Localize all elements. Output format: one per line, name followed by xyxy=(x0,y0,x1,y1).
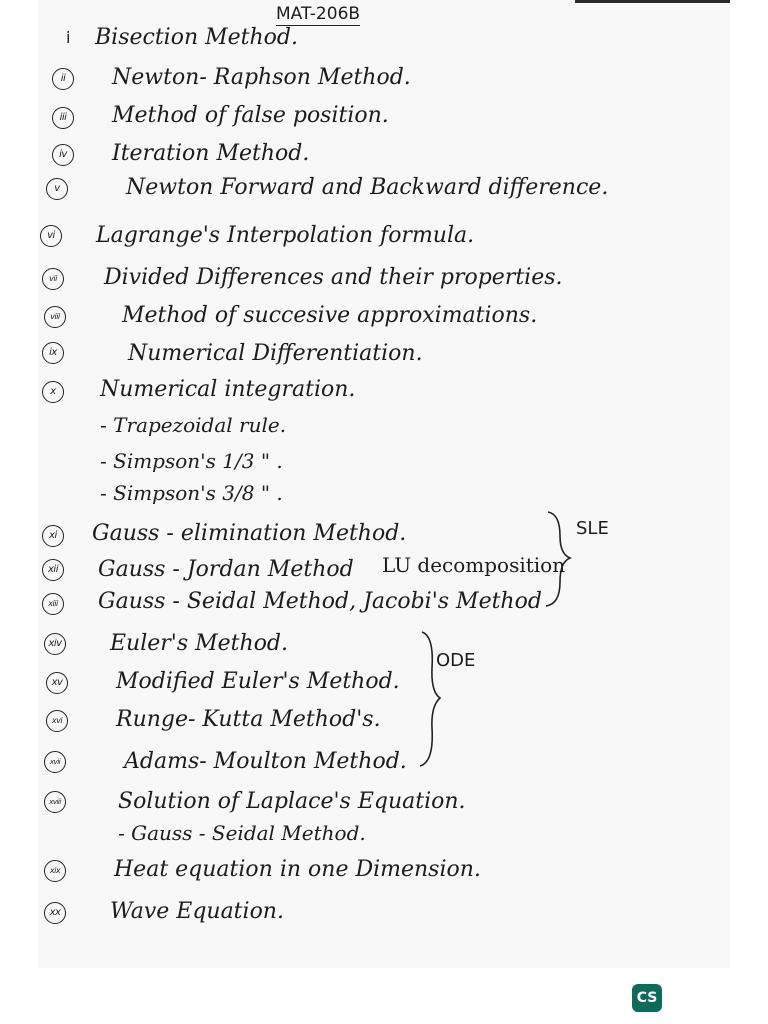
item-label: Gauss - Seidal Method, Jacobi's Method xyxy=(98,589,542,614)
list-item xyxy=(0,856,768,886)
item-number: xi xyxy=(42,525,64,547)
item-label: Method of succesive approximations. xyxy=(122,303,538,328)
item-number: ix xyxy=(42,342,64,364)
subitem-simpson-3-8: - Simpson's 3/8 " . xyxy=(100,481,283,505)
item-label: Iteration Method. xyxy=(112,141,310,166)
item-label: Bisection Method. xyxy=(95,25,298,50)
list-item xyxy=(0,898,768,928)
item-label: Newton- Raphson Method. xyxy=(112,65,411,90)
item-label: Modified Euler's Method. xyxy=(116,669,400,694)
item-number: ii xyxy=(52,68,74,90)
list-item xyxy=(0,222,768,252)
list-item xyxy=(0,64,768,94)
item-number: xvi xyxy=(46,710,68,732)
course-code: MAT-206B xyxy=(276,4,361,24)
item-label: Adams- Moulton Method. xyxy=(124,749,407,774)
list-item xyxy=(0,302,768,332)
list-item xyxy=(0,630,768,660)
item-label: Newton Forward and Backward difference. xyxy=(126,175,609,200)
item-label: Wave Equation. xyxy=(110,899,284,924)
list-item xyxy=(0,788,768,818)
item-number: viii xyxy=(44,306,66,328)
list-item xyxy=(0,172,768,202)
item-printed-note: LU decomposition xyxy=(382,553,566,577)
item-label: Gauss - elimination Method. xyxy=(92,521,407,546)
item-number: xv xyxy=(46,672,68,694)
list-item xyxy=(0,748,768,778)
item-number: xix xyxy=(44,860,66,882)
sle-brace xyxy=(540,508,580,608)
list-item xyxy=(0,340,768,370)
ode-tag: ODE xyxy=(436,650,476,671)
list-item xyxy=(0,706,768,736)
item-number: v xyxy=(46,178,68,200)
item-number: xiv xyxy=(44,633,66,655)
list-item xyxy=(0,264,768,294)
sle-tag: SLE xyxy=(576,518,609,539)
item-number: vi xyxy=(40,225,62,247)
item-number: xx xyxy=(44,902,66,924)
item-number: xviii xyxy=(44,791,66,813)
list-item xyxy=(0,24,768,54)
item-number: i xyxy=(66,28,70,47)
list-item xyxy=(0,668,768,698)
item-label: Heat equation in one Dimension. xyxy=(114,857,481,882)
subitem-simpson-1-3: - Simpson's 1/3 " . xyxy=(100,449,283,473)
item-number: xvii xyxy=(44,751,66,773)
item-number: xii xyxy=(42,559,64,581)
item-label: Runge- Kutta Method's. xyxy=(116,707,381,732)
item-label: Numerical Differentiation. xyxy=(128,341,423,366)
item-number: iii xyxy=(52,107,74,129)
item-label: Euler's Method. xyxy=(110,631,289,656)
scan-edge-line xyxy=(575,0,730,3)
item-label: Numerical integration. xyxy=(100,377,356,402)
camscanner-logo: CS xyxy=(632,984,662,1012)
item-label: Method of false position. xyxy=(112,103,389,128)
item-number: iv xyxy=(52,144,74,166)
subitem-gauss-seidal: - Gauss - Seidal Method. xyxy=(118,821,366,845)
item-label: Gauss - Jordan Method xyxy=(98,557,354,582)
item-number: vii xyxy=(42,268,64,290)
list-item xyxy=(0,376,768,406)
list-item xyxy=(0,588,768,618)
list-item xyxy=(0,140,768,170)
subitem-trapezoidal: - Trapezoidal rule. xyxy=(100,413,287,437)
item-label: Lagrange's Interpolation formula. xyxy=(96,223,475,248)
item-number: xiii xyxy=(42,593,64,615)
list-item xyxy=(0,520,768,550)
item-number: x xyxy=(42,381,64,403)
item-label: Divided Differences and their properties. xyxy=(104,265,563,290)
list-item xyxy=(0,553,768,586)
item-label: Solution of Laplace's Equation. xyxy=(118,789,466,814)
list-item xyxy=(0,102,768,132)
